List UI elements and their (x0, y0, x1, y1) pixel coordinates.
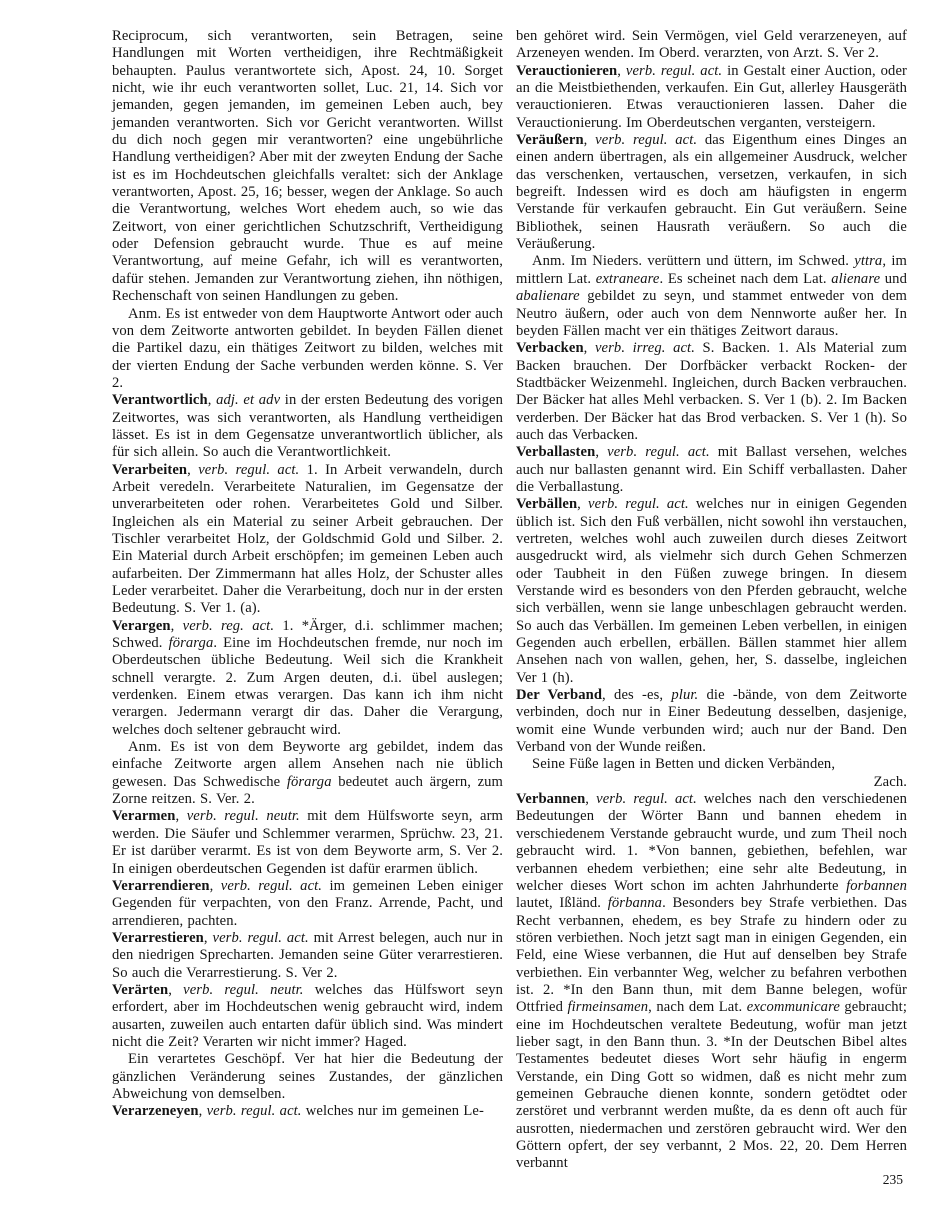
text-run: , nach dem Lat. (648, 999, 747, 1016)
text-run: . Eine im Hochdeutschen fremde, nur noch im Oberdeutschen übliche Bedeutung. Weil sich die Krankheit schnell verargte. 2. Zum Argen deuten, d.i. übel auslegen; verdenken. Einem etwas verargen. Das kann ich ihm nicht verargen. Jedermann verargt dir das. Daher die Verargung, welches doch seltener gebraucht wird. (112, 635, 503, 738)
italic-run: plur. (671, 687, 699, 704)
paragraph-continuation (112, 28, 503, 306)
text-run: , (170, 617, 183, 634)
headword: Verarrendieren (112, 877, 210, 894)
dictionary-entry (112, 982, 503, 1051)
italic-run: förbanna (607, 895, 663, 912)
text-run: welches nur in einigen Gegenden üblich ist. Sich den Fuß verbällen, nicht sowohl ihn verstauchen, vertreten, welches wohl auch zuweilen durch dieses Zeitwort ausgedruckt wird, als vielmehr sich durch Gehen Schmerzen oder Taubheit in den Füßen zuwege bringen. In diesem Verstande wird es besonders von den Pferden gebraucht, welche sich verbällen, wenn sie lange unbeschlagen gebraucht werden. So auch das Verbällen. Im gemeinen Leben verbellen, in einigen Gegenden auch erbellen, erbällen. Bällen stammet hier allem Ansehen nach von wallen, gehen, her, S. dasselbe, ingleichen Ver 1 (h). (516, 496, 907, 686)
dictionary-entry (516, 444, 907, 496)
paragraph-anm (516, 253, 907, 340)
italic-run: firmeinsamen (567, 999, 649, 1016)
text-run: in Gestalt einer Auction, oder an die Meistbiethenden, verkaufen. Ein Gut, allerley Hausgeräth verauctionieren. Etwas verauctionieren lassen. Daher die Verauctionierung. Im Oberdeutschen verganten, versteigern. (516, 62, 907, 131)
text-run: , (585, 791, 597, 808)
italic-run: verb. regul. act. (625, 62, 723, 79)
text-run: im gemeinen Leben einiger Gegenden für verpachten, von den Franz. Arrende, Pacht, und arrendieren, pachten. (112, 877, 504, 929)
dictionary-entry (112, 1103, 503, 1120)
text-run: 1. In Arbeit verwandeln, durch Arbeit veredeln. Verarbeitete Naturalien, im Gegensatze der unverarbeiteten oder rohen. Verarbeitetes Gold und Silber. Ingleichen als ein Material zu seiner Arbeit gebrauchen. Der Tischler verarbeitet Holz, der Goldschmid Gold und Silber. 2. Ein Material durch Arbeit erschöpfen; im gemeinen Leben auch aufarbeiten. Der Zimmermann hat alles Holz, der Schuster alles Leder verarbeitet. Daher die Verarbeitung, doch nur in der ersten Bedeutung. S. Ver 1. (a). (112, 461, 504, 617)
text-run: das Eigenthum eines Dinges an einen andern übertragen, als ein allgemeiner Ausdruck, welcher das verschenken, vertauschen, versetzen, verkaufen, in sich begreift. Indessen wird es doch am häufigsten in engerm Verstande für verkaufen gebraucht. Ein Gut veräußern. Seine Bibliothek, seinen Hausrath veräußern. So auch die Veräußerung. (516, 132, 908, 253)
text-run: , (168, 981, 184, 998)
headword: Verballasten (516, 444, 596, 461)
headword: Der Verband (516, 687, 603, 704)
paragraph-continuation (516, 28, 907, 63)
text-run: Anm. Es ist von dem Beyworte arg gebildet, indem das einfache Zeitworte argen allem Ansehen nach nie üblich gewesen. Das Schwedische (112, 739, 503, 790)
text-run: Anm. Es ist entweder von dem Hauptworte Antwort oder auch von dem Zeitworte antworten gebildet. In beyden Fällen dienet die Partikel dazu, ein thätiges Zeitwort zu bilden, welches mit der vierten Endung der Sache verbunden werden könne. S. Ver 2. (112, 305, 503, 391)
italic-run: verb. regul. act. (607, 444, 710, 461)
dictionary-entry (112, 392, 503, 461)
dictionary-entry (516, 63, 907, 132)
italic-run: yttra (854, 253, 883, 270)
italic-run: verb. reg. act. (182, 617, 275, 634)
paragraph-anm (112, 739, 503, 808)
dictionary-entry (516, 496, 907, 687)
paragraph-anm (112, 306, 503, 393)
text-run: 1. *Ärger, d.i. schlimmer machen; Schwed. (112, 617, 504, 652)
headword: Verbannen (516, 791, 586, 808)
text-run: Ein verartetes Geschöpf. Ver hat hier die Bedeutung der gänzlichen Veränderung seines Zustandes, der gänzlichen Abweichung von demselben. (112, 1051, 503, 1102)
italic-run: verb. regul. act. (596, 791, 697, 808)
dictionary-entry (112, 462, 503, 618)
italic-run: förarga (168, 635, 214, 652)
right-column (516, 28, 907, 1173)
headword: Verbällen (516, 496, 578, 513)
italic-run: abalienare (516, 288, 580, 305)
italic-run: verb. regul. act. (220, 877, 323, 894)
italic-run: alienare (831, 270, 881, 287)
italic-run: verb. regul. act. (212, 929, 309, 946)
text-run: und (880, 270, 907, 287)
text-run: Anm. Im Nieders. verüttern und üttern, im Schwed. (532, 253, 855, 270)
text-run: S. Backen. 1. Als Material zum Backen brauchen. Der Dorfbäcker verbackt Rocken- der Stadtbäcker Weizenmehl. Ingleichen, durch Backen verbrauchen. Der Bäcker hat alles Mehl verbacken. S. Ver 1 (b). 2. Im Backen verderben. Der Bäcker hat das Brod verbacken. S. Ver 1 (h). So auch das Verbacken. (516, 340, 907, 443)
text-run: Seine Füße lagen in Betten und dicken Verbänden, (532, 756, 836, 773)
italic-run: forbannen (846, 877, 907, 894)
headword: Verargen (112, 617, 171, 634)
dictionary-entry (516, 340, 907, 444)
text-run: welches nach den verschiedenen Bedeutungen der Wörter Bann und bannen ehedem in verschiedenem Verstande gebraucht wurde, und zum Theil noch gebraucht wird. 1. *Von bannen, gebiethen, befehlen, war verbannen ehedem verbiethen; eine sehr alte Bedeutung, in welcher dieses Wort schon im achten Jahrhunderte (516, 791, 908, 894)
dictionary-entry (112, 808, 503, 877)
dictionary-entry (516, 132, 907, 253)
headword: Verarbeiten (112, 461, 188, 478)
text-run: gebraucht; eine im Hochdeutschen veraltete Bedeutung, wofür man jetzt lieber sagt, in den Bann thun. 3. *In der Deutschen Bibel altes Testamentes bedeutet dieses Wort sehr häufig in engerm Verstande, ein Ding Gott so widmen, daß es nicht mehr zum gemeinen Gebrauche dienen konnte, sondern getödtet oder zerstöret und verbrannt werden mußte, da es denn oft auch für ausrotten, niedermachen und zerstören gebraucht wird. Wer den Göttern opfert, der sey verbannt, 2 Mos. 22, 20. Dem Herren verbannt (516, 999, 907, 1172)
italic-run: verb. irreg. act. (594, 340, 695, 357)
dictionary-entry (112, 930, 503, 982)
text-run: welches das Hülfswort seyn erfordert, aber im Hochdeutschen wenig gebraucht wird, indem ausarten, zuweilen auch entarten dafür üblich sind. Was mindert nicht die Zeit? Verarten wir nicht immer? Haged. (112, 981, 504, 1050)
italic-run: adj. et adv (216, 392, 281, 409)
text-run: welches nur im gemeinen Le- (301, 1103, 484, 1120)
italic-run: verb. regul. act. (206, 1103, 302, 1120)
italic-run: verb. regul. act. (595, 132, 698, 149)
dictionary-entry (516, 791, 907, 1173)
text-run: lautet, Ißländ. (516, 895, 608, 912)
italic-run: verb. regul. neutr. (186, 808, 300, 825)
headword: Veräußern (516, 132, 584, 149)
text-run: mit Arrest belegen, auch nur in den niedrigen Sprecharten. Jemanden seine Güter verarrestieren. So auch die Verarrestierung. S. Ver 2. (112, 929, 504, 981)
text-run: , (583, 132, 596, 149)
italic-run: excommunicare (746, 999, 840, 1016)
text-run: , (583, 340, 595, 357)
text-run: die -bände, von dem Zeitworte verbinden, doch nur in Einer Bedeutung desselben, dasjenige, womit eine Wunde verbunden wird; auch nur der Band. Den Verband von der Wunde reißen. (516, 687, 907, 756)
text-run: in der ersten Bedeutung des vorigen Zeitwortes, was sich verantworten, als Handlung vertheidigen lässet. Es ist in dem Gegensatze unverantwortlich üblicher, als für sich allein. So auch die Verantwortlichkeit. (112, 392, 504, 461)
text-run: , (617, 62, 626, 79)
text-run: , (175, 808, 187, 825)
italic-run: verb. regul. neutr. (183, 981, 304, 998)
text-columns (112, 28, 907, 1173)
paragraph-anm (112, 1051, 503, 1103)
left-column (112, 28, 503, 1173)
text-run: , (207, 392, 217, 409)
text-run: ben gehöret wird. Sein Vermögen, viel Geld verarzeneyen, auf Arzeneyen wenden. Im Oberd. verarzten, von Arzt. S. Ver 2. (516, 28, 907, 62)
headword: Verarrestieren (112, 929, 204, 946)
text-run: Reciprocum, sich verantworten, sein Betragen, seine Handlungen mit Worten vertheidigen, ihre Rechtmäßigkeit behaupten. Paulus verantwortete sich, Apost. 24, 10. Sorget nicht, wie ihr euch verantworten sollet, Luc. 21, 14. Sich vor jemanden, gegen jemanden, im gemeinen Leben auch, bey jemanden verantworten. Sich vor Gericht verantworten. Willst du dich noch gegen mir verantworten? eine ungebührliche Handlung vertheidigen? Aber mit der zweyten Endung der Sache ist es im Hochdeutschen gleichfalls veraltet: sich der Anklage verantworten, Apost. 25, 16; besser, wegen der Anklage. So auch die Verantwortung, welches Wort ehedem auch, so wie das Zeitwort, von einer gerichtlichen Schutzschrift, Vertheidigung oder Defension gebraucht wurde. Thue es auf meine Verantwortung, auf meine Gefahr, ich will es verantworten, dafür stehen. Jemanden zur Verantwortung ziehen, ihn nöthigen, Rechenschaft von seinen Handlungen zu geben. (112, 28, 503, 305)
text-run: . Besonders bey Strafe verbiethen. Das Recht verbannen, ehedem, es bey Strafe zu hindern oder zu stören verbiethen. Noch jetzt sagt man in einigen Gegenden, ein Feld, eine Wiese verbannen, die Hut auf denselben bey Strafe verbiethen. Ein verbannter Weg, welcher zu befahren verbothen ist. 2. *In den Bann thun, mit dem Banne belegen, wofür Ottfried (516, 895, 907, 1016)
headword: Verauctionieren (516, 62, 618, 79)
italic-run: förarga (286, 773, 332, 790)
headword: Verärten (112, 981, 169, 998)
text-run: mit Ballast versehen, welches auch nur ballasten genannt wird. Ein Schiff verballasten. Daher die Verballastung. (516, 444, 908, 495)
headword: Verantwortlich (112, 392, 208, 409)
text-run: , (209, 877, 221, 894)
dictionary-entry (112, 878, 503, 930)
text-run: . Es scheinet nach dem Lat. (659, 270, 832, 287)
text-run: gebildet zu seyn, und stammet entweder von dem Neutro äußern, oder auch von dem Nennworte außer her. In beyden Fällen macht ver ein thätiges Zeitwort daraus. (516, 288, 907, 339)
text-run: Zach. (873, 773, 907, 790)
text-run: mit dem Hülfsworte seyn, arm werden. Die Säufer und Schlemmer verarmen, Sprüchw. 23, 21. Er ist darüber verarmt. Es ist von dem Beyworte arm, S. Ver 2. In einigen oberdeutschen Gegenden ist dafür erarmen üblich. (112, 808, 503, 877)
headword: Verarzeneyen (112, 1103, 199, 1120)
headword: Verarmen (112, 808, 176, 825)
text-run: bedeutet auch ärgern, zum Zorne reitzen. S. Ver. 2. (112, 773, 504, 808)
page-number: 235 (882, 1172, 903, 1187)
dictionary-entry (516, 687, 907, 756)
italic-run: extraneare (595, 270, 660, 287)
text-run: , im mittlern Lat. (516, 253, 908, 287)
text-run: , des -es, (602, 687, 672, 704)
text-run: , (595, 444, 608, 461)
text-run: , (187, 461, 199, 478)
dictionary-entry (112, 618, 503, 739)
paragraph-verse (516, 756, 907, 773)
text-run: , (198, 1103, 207, 1120)
text-run: , (577, 496, 589, 513)
text-run: , (203, 929, 213, 946)
headword: Verbacken (516, 340, 584, 357)
italic-run: verb. regul. act. (588, 496, 689, 513)
paragraph-attribution (516, 774, 907, 791)
italic-run: verb. regul. act. (198, 461, 300, 478)
